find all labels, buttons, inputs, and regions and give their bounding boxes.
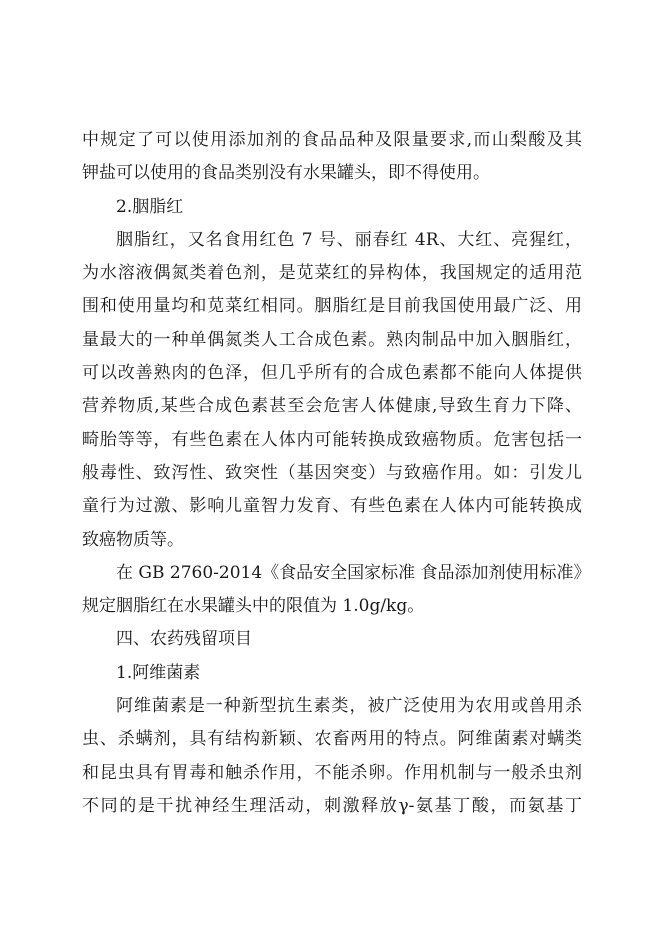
text-line: 营养物质,某些合成色素甚至会危害人体健康,导致生育力下降、 bbox=[82, 396, 582, 417]
text-line: 在 GB 2760-2014《食品安全国家标准 食品添加剂使用标准》 bbox=[116, 562, 591, 583]
text-line: 中规定了可以使用添加剂的食品品种及限量要求,而山梨酸及其 bbox=[82, 130, 582, 150]
text-line: 胭脂红，又名食用红色 7 号、丽春红 4R、大红、亮猩红， bbox=[116, 229, 582, 250]
text-line: 为水溶液偶氮类着色剂，是苋菜红的异构体，我国规定的适用范 bbox=[82, 263, 582, 284]
text-line: 致癌物质等。 bbox=[82, 529, 184, 550]
text-line: 和昆虫具有胃毒和触杀作用，不能杀卵。作用机制与一般杀虫剂 bbox=[82, 762, 582, 783]
document-body bbox=[82, 124, 591, 823]
text-line: 量最大的一种单偶氮类人工合成色素。熟肉制品中加入胭脂红， bbox=[82, 329, 582, 350]
text-line: 畸胎等等，有些色素在人体内可能转换成致癌物质。危害包括一 bbox=[82, 429, 582, 450]
text-line: 规定胭脂红在水果罐头中的限值为 1.0g/kg。 bbox=[82, 596, 425, 617]
text-line: 2.胭脂红 bbox=[116, 196, 184, 217]
text-line: 阿维菌素是一种新型抗生素类，被广泛使用为农用或兽用杀 bbox=[116, 696, 582, 717]
text-line: 不同的是干扰神经生理活动，刺激释放γ-氨基丁酸，而氨基丁 bbox=[82, 795, 582, 816]
text-line: 虫、杀螨剂，具有结构新颖、农畜两用的特点。阿维菌素对螨类 bbox=[82, 729, 582, 750]
paragraph bbox=[82, 224, 582, 557]
text-line: 般毒性、致泻性、致突性（基因突变）与致癌作用。如：引发儿 bbox=[82, 462, 582, 483]
text-line: 钾盐可以使用的食品类别没有水果罐头，即不得使用。 bbox=[82, 163, 490, 184]
text-line: 可以改善熟肉的色泽，但几乎所有的合成色素都不能向人体提供 bbox=[82, 363, 582, 384]
section-heading bbox=[82, 623, 582, 656]
paragraph bbox=[82, 557, 591, 624]
paragraph bbox=[82, 690, 582, 823]
section-heading bbox=[82, 657, 582, 690]
text-line: 围和使用量均和苋菜红相同。胭脂红是目前我国使用最广泛、用 bbox=[82, 296, 582, 317]
text-line: 四、农药残留项目 bbox=[116, 629, 252, 650]
text-line: 童行为过激、影响儿童智力发育、有些色素在人体内可能转换成 bbox=[82, 496, 582, 517]
section-heading bbox=[82, 191, 582, 224]
paragraph bbox=[82, 124, 582, 191]
text-line: 1.阿维菌素 bbox=[116, 662, 201, 683]
